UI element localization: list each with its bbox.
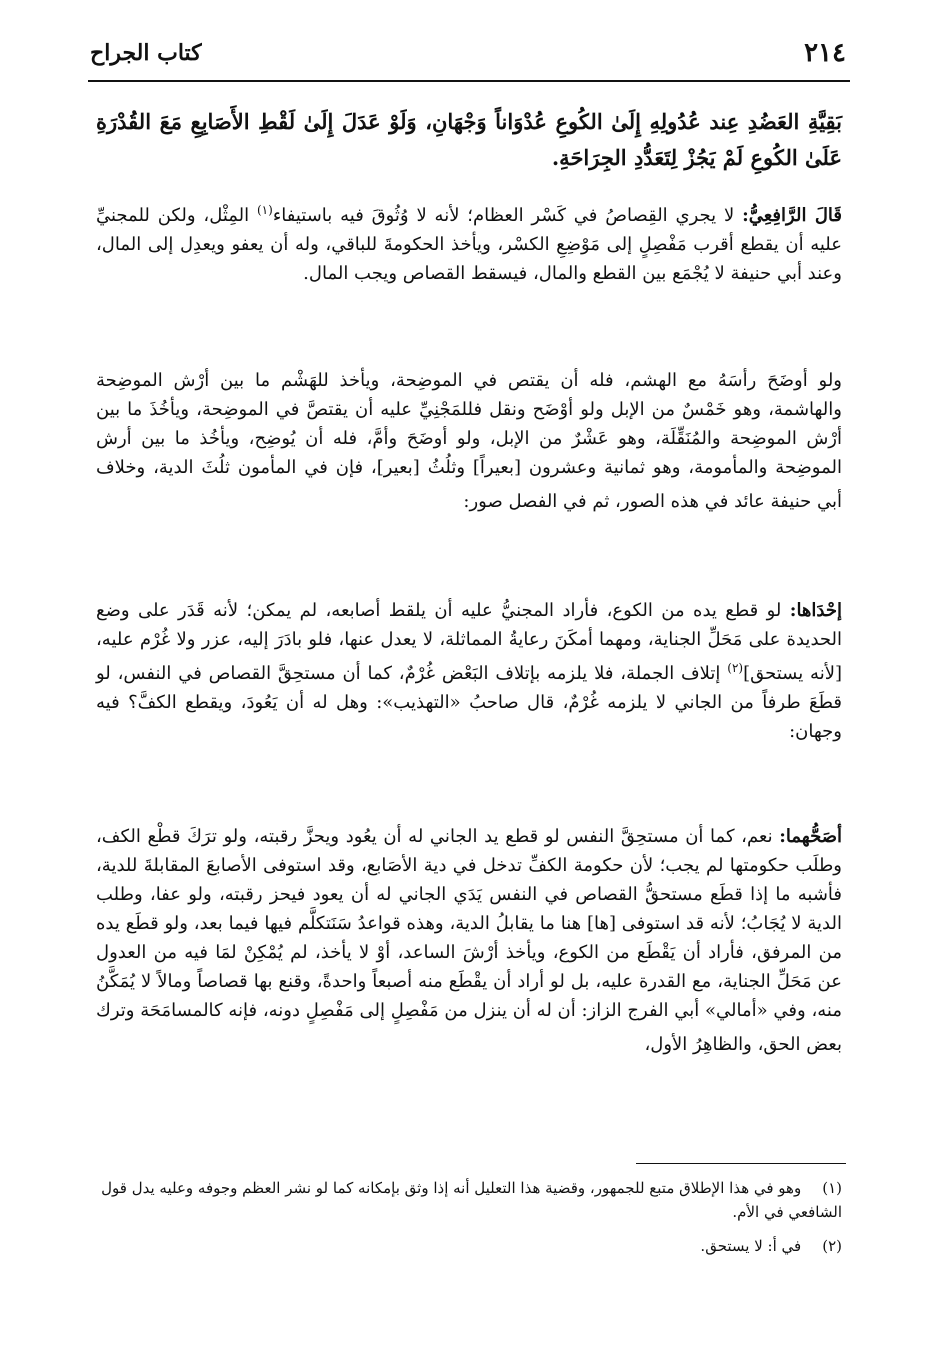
page-header <box>90 28 846 78</box>
footnote-text: وهو في هذا الإطلاق متبع للجمهور، وقضية هذا التعليل أنه إذا وثق بإمكانه كما لو نشر العظم وجوفه وعليه يدل قول الشافعي في الأم. <box>101 1179 842 1221</box>
paragraph-text: لا يجري القِصاصُ في كَسْر العظام؛ لأنه لا وُثُوقَ فيه باستيفاء <box>272 205 743 226</box>
paragraph-text: نعم، كما أن مستحِقَّ النفس لو قطع يد الجاني له أن يعُود ويحزَّ رقبته، ولو ترَكَ قطْع الكف، وطلَب حكومتها لم يجب؛ لأن حكومة الكفِّ تدخل في دية الأصَابع، وقد استوفى الأصابعَ المقابلةَ للدية، فأشبه ما إذا قطَع مستحقُّ القصاص في النفس يَدَي الجاني له أن يعود فيحز رقبته، ولو عفا، وطلب الدية لا يُجَابُ؛ لأنه قد استوفى [ها] هنا ما يقابلُ الدية، وهذه قواعدُ سَنَتكلَّم فيها فيما بعد، ولو قطَع يده من المرفق، فأراد أن يَقْطَع من الكوع، ويأخذ أرْشَ الساعد، أوْ لا يأخذ، لم يُمْكِنْ لمَا فيه من العدول عن مَحَلِّ الجناية، مع القدرة عليه، بل لو أراد أن يقْطَع منه أصبعاً واحدةً، وقنع بها قصاصاً ومالاً لا يُمَكَّنُ منه، وفي «أمالي» أبي الفرج الزاز: أن له أن ينزل من مَفْصِلٍ إلى مَفْصِلٍ دونه، فإنه كالمسامَحَة وترك بعض الحق، والظاهِرُ الأول، <box>96 826 842 1055</box>
footnote-rule <box>636 1163 846 1164</box>
running-title: كتاب الجراح <box>90 40 202 66</box>
footnote-text: في أ: لا يستحق. <box>700 1237 802 1255</box>
footnote-number: (١) <box>822 1179 842 1197</box>
paragraph-text: لو قطع يده من الكوع، فأراد المجنيُّ عليه أن يلقط أصابعه، لم يمكن؛ لأنه قَدَر على وضع الحديدة على مَحَلِّ الجناية، ومهما أمكَنَ رعايةُ المماثلة، لا يعدل عنها، فلو بادَرَ إليه، عزر ولا غُرْم عليه، [لأنه يستحق] <box>96 600 842 684</box>
matn-paragraph: بَقِيَّةِ العَضُدِ عِند عُدُولِهِ إِلَىٰ الكُوعِ عُدْوَاناً وَجْهَانِ، وَلَوْ عَدَلَ إِلَىٰ لَقْطِ الأَصَابِعِ مَعَ القُدْرَةِ عَلَىٰ الكُوعِ لَمْ يَجُزْ لِتَعَدُّدِ الجِرَاحَةِ. <box>96 109 842 170</box>
paragraph-text-rest: إتلاف الجملة، فلا يلزمه بإتلاف البَعْض غُرْمٌ، كما أن مستحِقَّ القصاص في النفس، لو قطَعَ طرفاً من الجاني لا يلزمه غُرْمٌ، قال صاحبُ «التهذيب»: وهل له أن يَعُودَ، ويقطع الكفَّ؟ فيه وجهان: <box>96 663 842 742</box>
commentary-paragraph-4 <box>96 822 842 1059</box>
paragraph-text-rest: المِثْل، ولكن للمجنيِّ عليه أن يقطع أقرب مَفْصِلٍ إلى مَوْضِعِ الكسْر، ويأخذ الحكومةَ للباقي، وله أن يعفو ويعدِل إلى المال، وعند أبي حنيفة لا يُجْمَع بين القطع والمال، فيسقط القصاص ويجب المال. <box>96 205 842 284</box>
paragraph-lead: إحْدَاها: <box>789 600 842 621</box>
commentary-paragraph-2 <box>96 366 842 516</box>
paragraph-text: ولو أوضَحَ رأسَهُ مع الهشم، فله أن يقتص في الموضِحة، ويأخذ للهَشْم ما بين أرْش الموضِحة والهاشمة، وهو خَمْسٌ من الإبل ولو أوْضَح ونقل فللمَجْنِيِّ عليه أن يقتصَّ في الموضِحة، ويأخُذَ ما بين أرْش الموضِحة والمُنَقِّلَة، وهو عَشْرٌ من الإبل، ولو أوضَحَ وأمَّ، فله أن يُوضِح، ويأخُذ ما بين أرش الموضِحة والمأمومة، وهو ثمانية وعشرون [بعيراً] وثلُثُ [بعير]، فإن في المأمون ثلُثَ الدية، وخلاف أبي حنيفة عائد في هذه الصور، ثم في الفصل صور: <box>96 370 842 512</box>
commentary-paragraph-3 <box>96 596 842 746</box>
paragraph-lead: قَالَ الرَّافِعِيُّ: <box>742 205 842 226</box>
footnote-marker: (٢) <box>727 661 744 675</box>
footnote <box>96 1234 842 1258</box>
footnotes <box>96 1176 842 1268</box>
matn-text <box>96 104 842 176</box>
footnote <box>96 1176 842 1224</box>
page-number: ٢١٤ <box>804 38 846 68</box>
footnote-number: (٢) <box>822 1237 842 1255</box>
header-rule <box>88 80 850 82</box>
commentary-paragraph-1 <box>96 196 842 288</box>
footnote-marker: (١) <box>256 203 273 217</box>
paragraph-lead: أصَحُّهما: <box>779 826 842 847</box>
